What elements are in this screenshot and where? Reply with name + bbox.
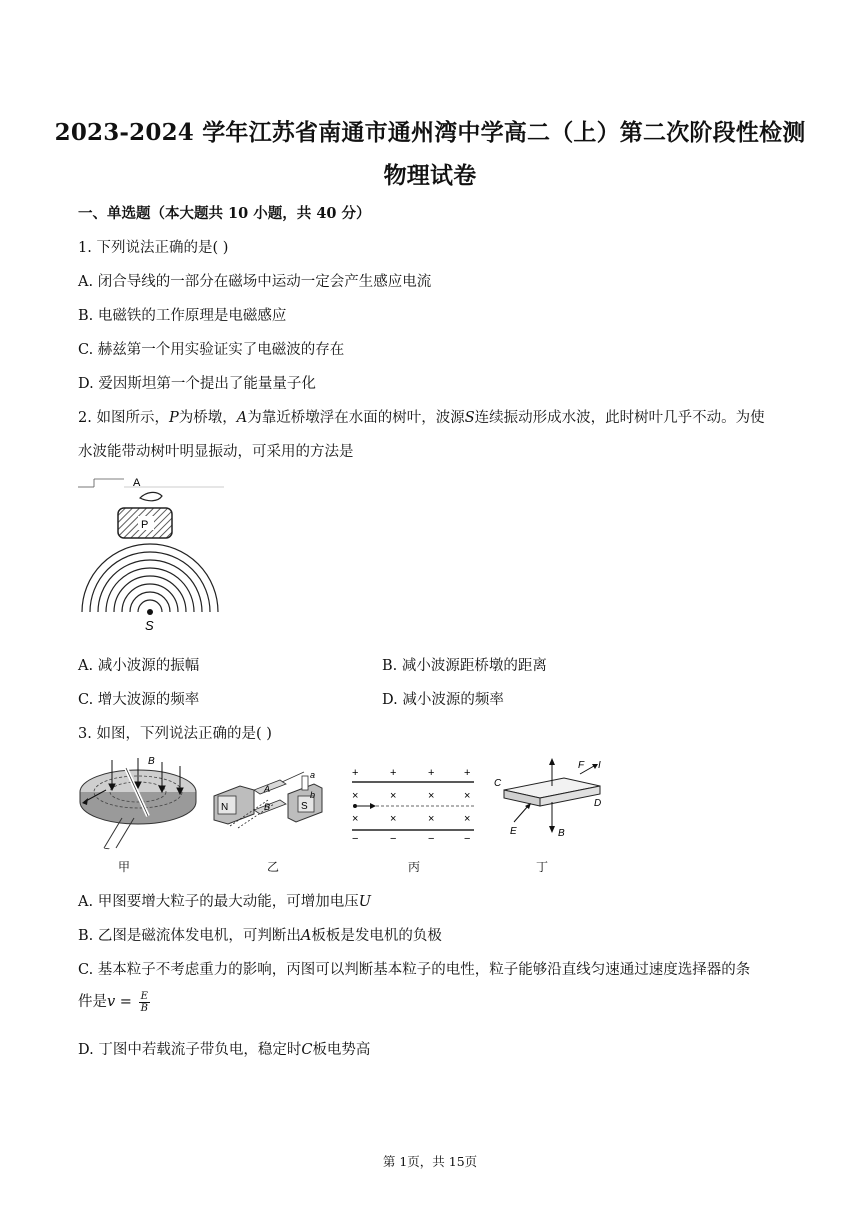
ding-d-label: D (594, 798, 602, 809)
minus-sign: − (428, 833, 435, 845)
wave-source-dot (147, 609, 153, 615)
page-footer: 第 1页，共 15页 (382, 1154, 478, 1169)
q2-stem-part: 2. 如图所示， (78, 410, 169, 426)
q2-option-a: A. 减小波源的振幅 (78, 658, 200, 674)
yi-b-terminal-label: b (310, 790, 316, 800)
caption-bing: 丙 (408, 860, 421, 874)
cross-mark: × (390, 790, 397, 802)
q2-var-p: P (168, 410, 179, 426)
q2-option-d: D. 减小波源的频率 (382, 692, 504, 708)
plus-sign: + (428, 767, 435, 779)
water-wavefronts (82, 544, 218, 612)
q3-option-d-text: D. 丁图中若载流子带负电，稳定时 (78, 1042, 302, 1058)
mhd-generator-figure (210, 770, 330, 840)
yi-s-label: S (301, 801, 308, 812)
leaf-label: A (133, 477, 141, 489)
minus-sign: − (464, 833, 471, 845)
q1-option-b: B. 电磁铁的工作原理是电磁感应 (78, 308, 287, 324)
yi-a-label: A (264, 784, 271, 794)
plus-sign: + (352, 767, 359, 779)
q3-option-b-text: B. 乙图是磁流体发电机，可判断出 (78, 928, 301, 944)
cross-mark: × (428, 790, 435, 802)
caption-yi: 乙 (267, 860, 280, 874)
q3-option-b (78, 924, 442, 945)
ding-i-label: I (598, 760, 601, 771)
cross-mark: × (390, 813, 397, 825)
cross-mark: × (352, 813, 359, 825)
plus-sign: + (390, 767, 397, 779)
cross-mark: × (352, 790, 359, 802)
q2-stem-part: 为桥墩， (178, 410, 237, 426)
yi-b-label: B (264, 802, 271, 812)
q1-stem: 1. 下列说法正确的是( ) (78, 240, 229, 256)
q3-option-d (78, 1038, 370, 1059)
cross-mark: × (464, 790, 471, 802)
q3-var-a: A (300, 928, 312, 944)
caption-jia: 甲 (118, 860, 131, 874)
q2-wave-figure (76, 472, 228, 634)
ding-c-label: C (494, 778, 502, 789)
cross-marks-top (352, 790, 470, 802)
yi-a-terminal-label: a (310, 770, 316, 780)
q3-option-c-line2 (78, 990, 150, 1014)
q2-stem-line2: 水波能带动树叶明显振动，可采用的方法是 (78, 444, 354, 460)
q3-formula-lhs: v = (107, 994, 137, 1010)
jia-b-label: B (148, 756, 155, 767)
plus-sign: + (464, 767, 471, 779)
q1-option-c: C. 赫兹第一个用实验证实了电磁波的存在 (78, 342, 345, 358)
q2-option-c: C. 增大波源的频率 (78, 692, 200, 708)
exam-title-line1: 2023-2024 学年江苏省南通市通州湾中学高二（上）第二次阶段性检测 (54, 119, 806, 146)
source-label: S (145, 618, 154, 633)
q2-var-s: S (464, 410, 475, 426)
q2-stem-part: 连续振动形成水波，此时树叶几乎不动。为使 (474, 410, 765, 426)
ding-f-label: F (578, 760, 585, 771)
q3-option-c-line1: C. 基本粒子不考虑重力的影响，丙图可以判断基本粒子的电性，粒子能够沿直线匀速通过速度选择器的条 (78, 962, 751, 978)
q3-var-c: C (301, 1042, 313, 1058)
q3-option-a (78, 890, 371, 911)
q1-option-d: D. 爱因斯坦第一个提出了能量量子化 (78, 376, 316, 392)
fraction-numerator: E (139, 991, 150, 1003)
minus-signs (352, 833, 470, 845)
q2-option-b: B. 减小波源距桥墩的距离 (382, 658, 547, 674)
q2-var-a: A (236, 410, 248, 426)
q3-stem: 3. 如图，下列说法正确的是( ) (78, 726, 272, 742)
cross-marks-bottom (352, 813, 470, 825)
q3-option-a-text: A. 甲图要增大粒子的最大动能，可增加电压 (78, 894, 359, 910)
jia-ac-symbol: ~ (104, 844, 110, 852)
q3-option-d-text: 板电势高 (312, 1042, 371, 1058)
q3-formula-fraction (139, 991, 150, 1014)
exam-title-line2: 物理试卷 (383, 162, 477, 189)
minus-sign: − (390, 833, 397, 845)
fraction-denominator: B (140, 1002, 148, 1014)
plus-signs (352, 767, 470, 779)
q2-stem-part: 为靠近桥墩浮在水面的树叶，波源 (247, 410, 465, 426)
q3-option-c-text: 件是 (78, 994, 107, 1010)
hall-effect-figure (494, 756, 614, 846)
cyclotron-figure (76, 752, 206, 852)
ding-b-label: B (558, 828, 565, 839)
minus-sign: − (352, 833, 359, 845)
leaf-icon (140, 492, 162, 500)
q1-option-a: A. 闭合导线的一部分在磁场中运动一定会产生感应电流 (78, 274, 432, 290)
q3-var-u: U (358, 894, 371, 910)
ding-e-label: E (510, 826, 517, 837)
q3-option-b-text: 板板是发电机的负极 (311, 928, 442, 944)
cross-mark: × (464, 813, 471, 825)
q2-stem-line1 (78, 406, 765, 427)
velocity-selector-figure (350, 766, 480, 846)
caption-ding: 丁 (536, 860, 549, 874)
yi-n-label: N (221, 802, 229, 813)
particle-dot (353, 804, 357, 808)
cross-mark: × (428, 813, 435, 825)
section-heading: 一、单选题（本大题共 10 小题，共 40 分） (78, 205, 371, 222)
pier-label: P (141, 519, 149, 531)
